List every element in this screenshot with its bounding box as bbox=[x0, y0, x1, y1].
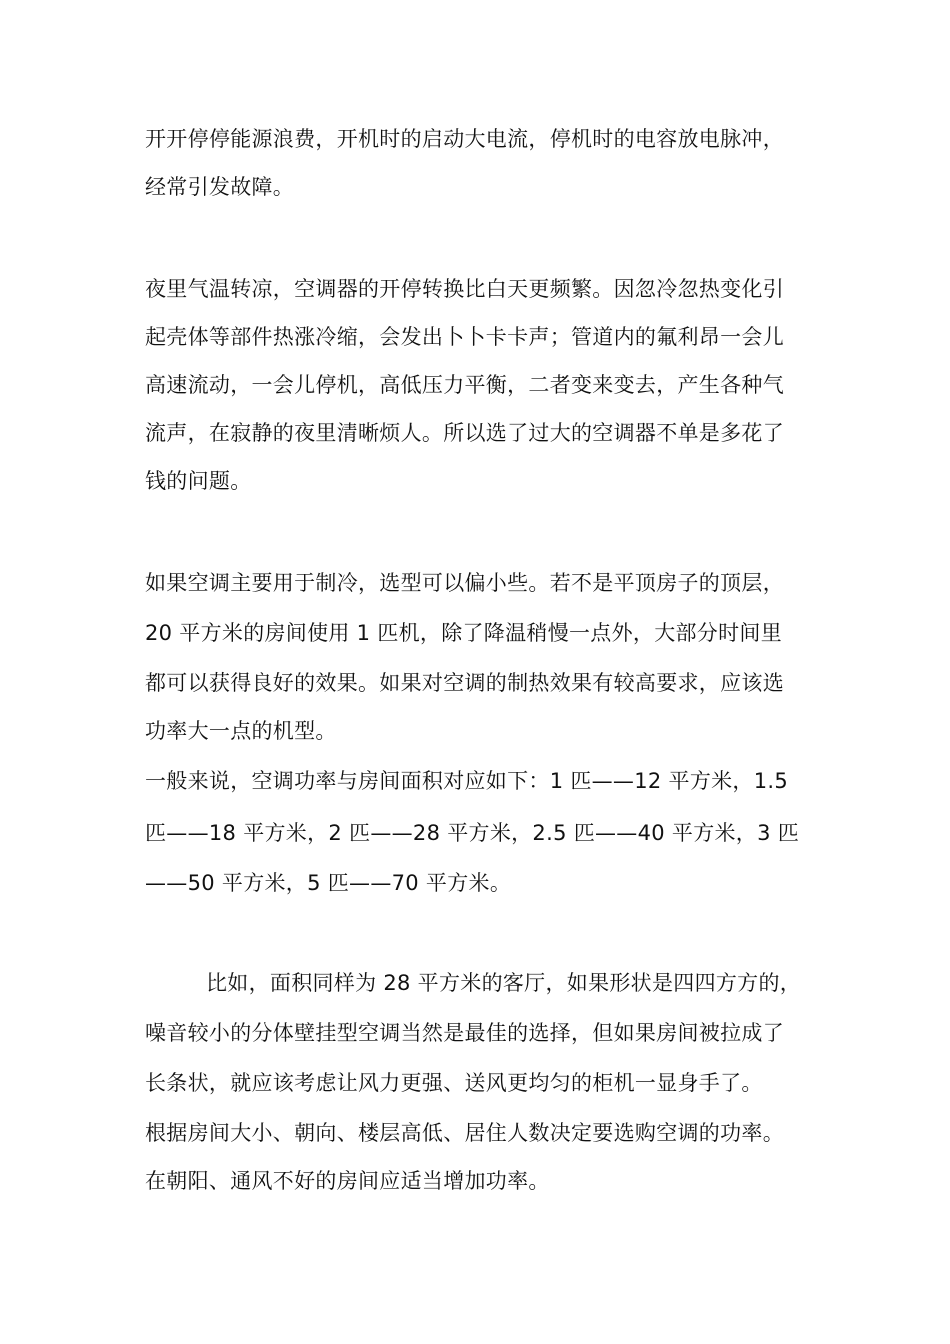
text-line: 高速流动，一会儿停机，高低压力平衡，二者变来变去，产生各种气 bbox=[145, 373, 784, 397]
text-line: 20 平方米的房间使用 1 匹机，除了降温稍慢一点外，大部分时间里 bbox=[145, 621, 783, 645]
text-line: 根据房间大小、朝向、楼层高低、居住人数决定要选购空调的功率。 bbox=[145, 1121, 784, 1145]
text-line: ——50 平方米，5 匹——70 平方米。 bbox=[145, 871, 512, 895]
text-line: 开开停停能源浪费，开机时的启动大电流，停机时的电容放电脉冲， bbox=[145, 127, 784, 151]
text-line: 匹——18 平方米，2 匹——28 平方米，2.5 匹——40 平方米，3 匹 bbox=[145, 821, 800, 845]
text-line: 夜里气温转凉，空调器的开停转换比白天更频繁。因忽冷忽热变化引 bbox=[145, 277, 784, 301]
text-line: 起壳体等部件热涨冷缩，会发出卜卜卡卡声；管道内的氟利昂一会儿 bbox=[145, 325, 784, 349]
text-line: 钱的问题。 bbox=[145, 469, 252, 493]
text-line: 比如，面积同样为 28 平方米的客厅，如果形状是四四方方的， bbox=[206, 971, 802, 995]
text-line: 经常引发故障。 bbox=[145, 175, 295, 199]
text-line: 功率大一点的机型。 bbox=[145, 719, 337, 743]
text-line: 流声，在寂静的夜里清晰烦人。所以选了过大的空调器不单是多花了 bbox=[145, 421, 784, 445]
text-line: 一般来说，空调功率与房间面积对应如下：1 匹——12 平方米，1.5 bbox=[145, 769, 789, 793]
text-line: 都可以获得良好的效果。如果对空调的制热效果有较高要求，应该选 bbox=[145, 671, 784, 695]
text-line: 如果空调主要用于制冷，选型可以偏小些。若不是平顶房子的顶层， bbox=[145, 571, 784, 595]
text-line: 长条状，就应该考虑让风力更强、送风更均匀的柜机一显身手了。 bbox=[145, 1071, 763, 1095]
text-line: 在朝阳、通风不好的房间应适当增加功率。 bbox=[145, 1169, 550, 1193]
text-line: 噪音较小的分体壁挂型空调当然是最佳的选择，但如果房间被拉成了 bbox=[145, 1021, 784, 1045]
